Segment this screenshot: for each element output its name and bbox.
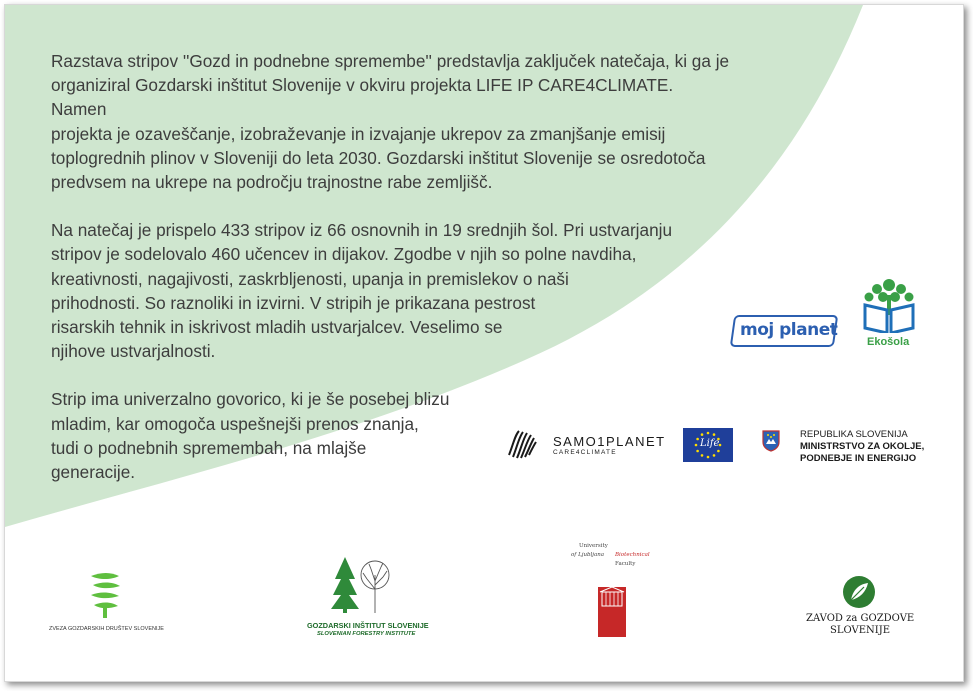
zgs-label-2: SLOVENIJE bbox=[830, 625, 891, 636]
university-building-icon bbox=[597, 587, 627, 637]
stylized-tree-icon bbox=[85, 570, 125, 620]
uni-label-1: University bbox=[579, 543, 608, 549]
uni-label-4: Faculty bbox=[615, 561, 636, 567]
paragraph-2: Na natečaj je prispelo 433 stripov iz 66 osnovnih in 19 srednjih šol. Pri ustvarjanju stripov je sodelovalo 460 učencev in dijakov. Zgodbe v njih so polne navdiha, kreativnosti, nagajivosti, zaskrbljenosti, upanja in premislekov o naši prihodnosti. So raznoliki in izvirni. V stripih je prikazana pestrost risarskih tehnik in iskrivost mladih ustvarjalcev. Veselimo se njihove ustvarjalnosti. bbox=[51, 220, 672, 362]
moj-planet-logo bbox=[732, 315, 836, 347]
samo1planet-subtitle: CARE4CLIMATE bbox=[553, 449, 617, 456]
ekosola-label: Ekošola bbox=[867, 336, 910, 348]
life-label: Life bbox=[700, 438, 720, 449]
zgs-label-1: ZAVOD za GOZDOVE bbox=[806, 613, 915, 624]
trees-icon bbox=[331, 555, 391, 613]
university-biotechnical-faculty-logo bbox=[565, 543, 655, 638]
ministry-line-1: REPUBLIKA SLOVENIJA bbox=[800, 429, 908, 440]
fingerprint-icon bbox=[505, 427, 539, 461]
gis-label-1: GOZDARSKI INŠTITUT SLOVENIJE bbox=[307, 621, 429, 630]
uni-label-3: Biotechnical bbox=[615, 552, 650, 558]
tree-book-icon bbox=[859, 277, 919, 333]
slovenia-coat-of-arms-icon bbox=[762, 430, 780, 452]
zavod-za-gozdove-logo bbox=[800, 575, 940, 645]
paragraph-3: Strip ima univerzalno govorico, ki je še posebej blizu mladim, kar omogoča uspešnejši prenos znanja, tudi o podnebnih spremembah, na mlajše generacije. bbox=[51, 389, 450, 483]
samo1planet-title: SAMO1PLANET bbox=[553, 434, 666, 449]
poster-card bbox=[4, 4, 964, 682]
paragraph-1: Razstava stripov ''Gozd in podnebne spremembe'' predstavlja zaključek natečaja, ki ga je organiziral Gozdarski inštitut Slovenije v okviru projekta LIFE IP CARE4CLIMATE. Namen projekta je ozaveščanje, izobraževanje in izvajanje ukrepov za zmanjšanje emisij toplogrednih plinov v Sloveniji do leta 2030. Gozdarski inštitut Slovenije se osredotoča predvsem na ukrepe na področju trajnostne rabe zemljišč. bbox=[51, 51, 730, 193]
ekosola-logo bbox=[857, 277, 927, 349]
eu-life-logo bbox=[683, 428, 733, 462]
samo1planet-logo bbox=[505, 427, 665, 463]
leaf-globe-icon bbox=[842, 575, 876, 609]
ministry-line-3: PODNEBJE IN ENERGIJO bbox=[800, 453, 917, 464]
ministry-line-2: MINISTRSTVO ZA OKOLJE, bbox=[800, 441, 925, 452]
zveza-label: ZVEZA GOZDARSKIH DRUŠTEV SLOVENIJE bbox=[49, 626, 164, 632]
zveza-gozdarskih-drustev-logo bbox=[45, 570, 175, 640]
uni-label-2: of Ljubljana bbox=[571, 552, 605, 558]
gis-label-2: SLOVENIAN FORESTRY INSTITUTE bbox=[317, 631, 416, 637]
moj-planet-label: moj planet bbox=[740, 320, 838, 340]
gozdarski-institut-logo bbox=[303, 555, 429, 640]
ministry-logo bbox=[762, 428, 952, 468]
